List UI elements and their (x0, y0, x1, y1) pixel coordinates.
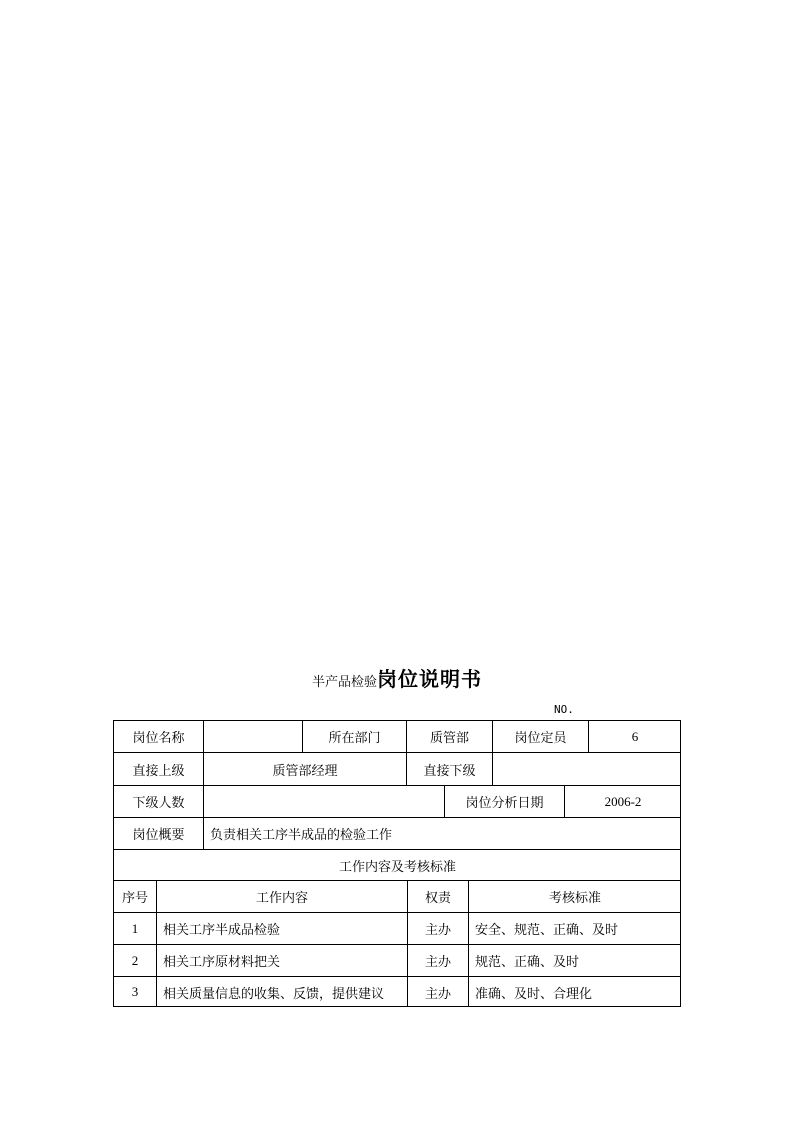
duty-standard: 规范、正确、及时 (468, 944, 681, 976)
summary-label: 岗位概要 (113, 817, 203, 849)
table-right-border (680, 720, 681, 1007)
superior-value: 质管部经理 (203, 752, 406, 785)
title-prefix: 半产品检验 (311, 675, 377, 690)
analysis-date-value: 2006-2 (564, 785, 681, 817)
row-number: 2 (113, 944, 156, 976)
column-header-authority: 权责 (407, 880, 468, 912)
duty-authority: 主办 (407, 912, 468, 944)
duty-content: 相关工序原材料把关 (156, 944, 407, 976)
subordinate-label: 直接下级 (406, 752, 492, 785)
headcount-value: 6 (588, 720, 681, 752)
table-row (113, 912, 681, 944)
title-main: 岗位说明书 (377, 667, 482, 691)
column-header-standard: 考核标准 (468, 880, 681, 912)
table-row-summary (113, 817, 681, 849)
row-number: 1 (113, 912, 156, 944)
column-header-content: 工作内容 (156, 880, 407, 912)
subordinate-count-value (203, 785, 444, 817)
duties-section-title: 工作内容及考核标准 (113, 849, 681, 880)
table-row-reporting (113, 752, 681, 785)
duty-authority: 主办 (407, 976, 468, 1007)
row-number: 3 (113, 976, 156, 1007)
department-value: 质管部 (406, 720, 492, 752)
job-description-table (113, 720, 681, 1007)
analysis-date-label: 岗位分析日期 (444, 785, 564, 817)
duty-content: 相关质量信息的收集、反馈，提供建议 (156, 976, 407, 1007)
document-number-label: NO. (554, 703, 574, 716)
document-title (0, 664, 794, 698)
column-header-no: 序号 (113, 880, 156, 912)
post-name-value (203, 720, 302, 752)
table-row (113, 944, 681, 976)
table-bottom-border (113, 1006, 681, 1007)
duty-standard: 安全、规范、正确、及时 (468, 912, 681, 944)
summary-value: 负责相关工序半成品的检验工作 (203, 817, 681, 849)
table-row-section-title (113, 849, 681, 880)
superior-label: 直接上级 (113, 752, 203, 785)
duty-standard: 准确、及时、合理化 (468, 976, 681, 1007)
duty-content: 相关工序半成品检验 (156, 912, 407, 944)
subordinate-count-label: 下级人数 (113, 785, 203, 817)
duty-authority: 主办 (407, 944, 468, 976)
department-label: 所在部门 (302, 720, 406, 752)
duties-header-row (113, 880, 681, 912)
post-name-label: 岗位名称 (113, 720, 203, 752)
table-row-analysis (113, 785, 681, 817)
table-row (113, 976, 681, 1007)
subordinate-value (492, 752, 681, 785)
headcount-label: 岗位定员 (492, 720, 588, 752)
table-row-basic-info (113, 720, 681, 752)
